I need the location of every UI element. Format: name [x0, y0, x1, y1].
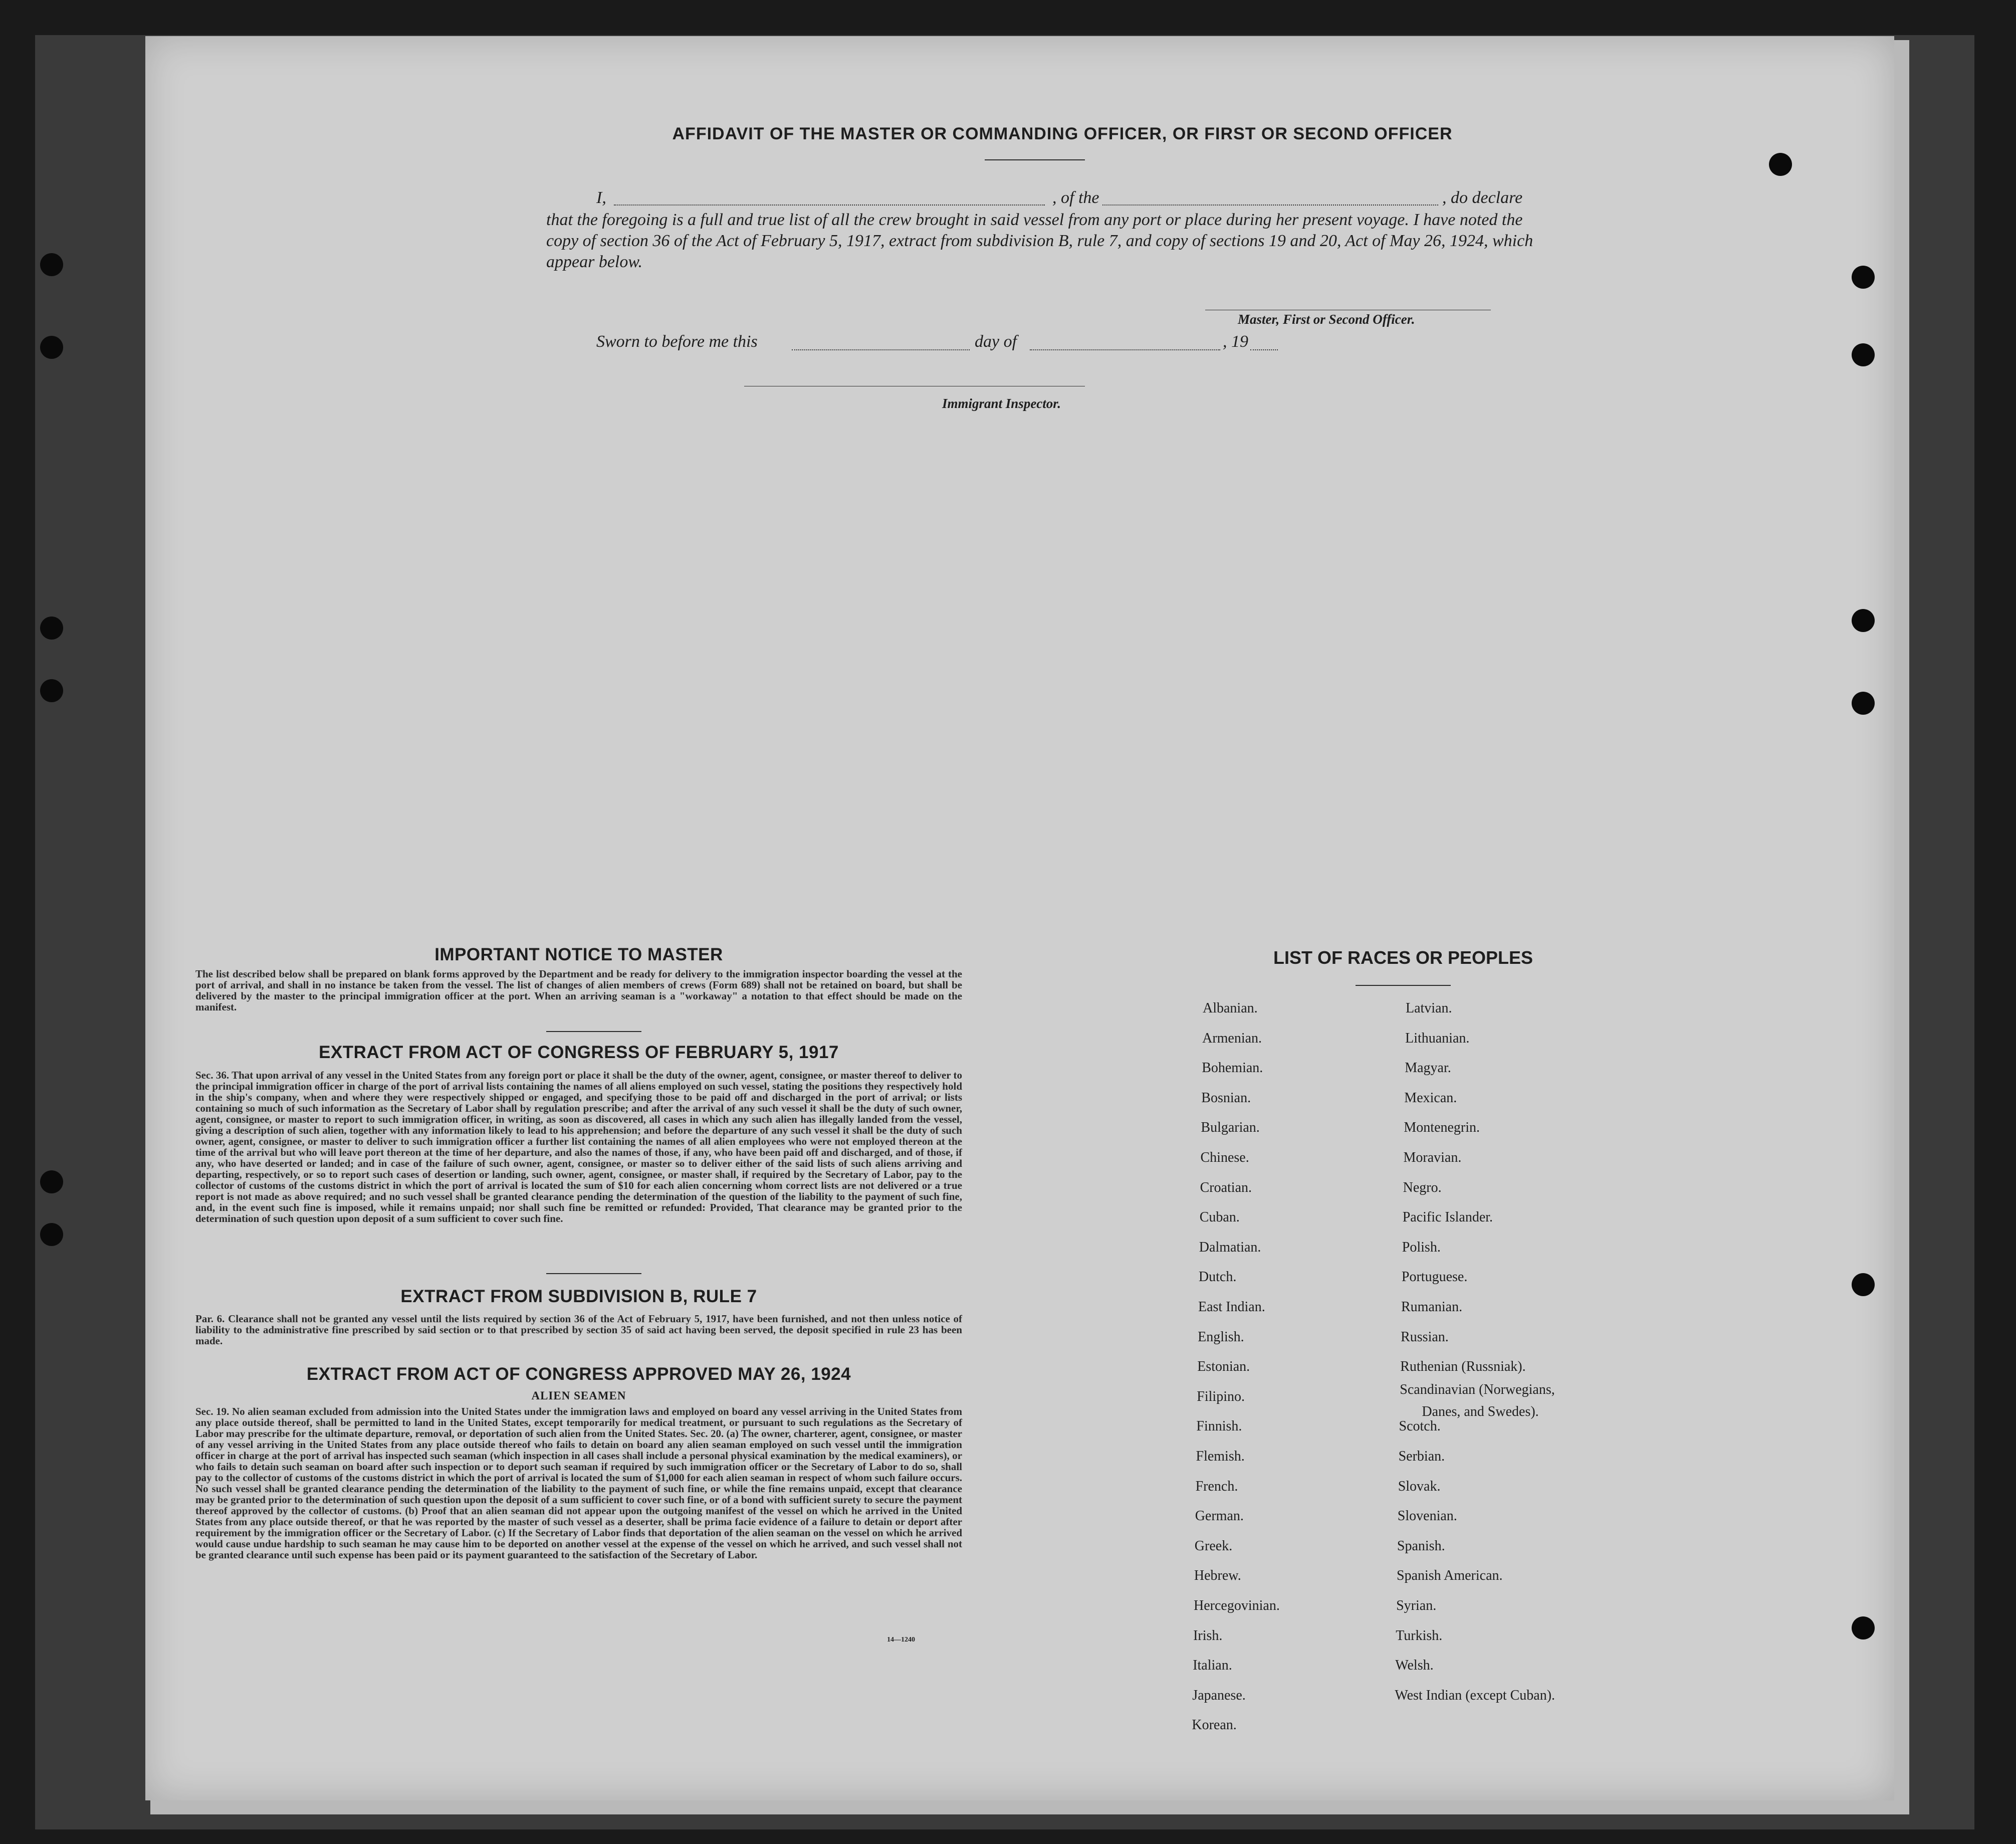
- extract-1924-body: Sec. 19. No alien seaman excluded from admission into the United States under the immigration laws and employed on board any vessel arriving in the United States from any place outside thereof, shall be permitted to land in the United States, except temporarily for medical treatment, or pursuant to such regulations as the Secretary of Labor may prescribe for the ultimate departure, removal, or deportation of such alien from the United States. Sec. 20. (a) The owner, charterer, agent, consignee, or master of any vessel arriving in the United States from any place outside thereof who fails to detain on board any alien seaman employed on such vessel until the immigration officer in charge at the port of arrival has inspected such seaman (which inspection in all cases shall include a personal physical examination by the medical examiners), or who fails to detain such seaman on board after such inspection or to deport such seaman if required by such immigration officer or the Secretary of Labor to do so, shall pay to the collector of customs of the customs district in which the port of arrival is located the sum of $1,000 for each alien seaman in respect of whom such failure occurs. No such vessel shall be granted clearance pending the determination of the liability to the payment of such fine, or while the fine remains unpaid, except that clearance may be granted prior to the determination of such question upon the deposit of a sum sufficient to cover such fine, or of a bond with sufficient surety to secure the payment thereof approved by the collector of customs. (b) Proof that an alien seaman did not appear upon the outgoing manifest of the vessel on which he arrived in the United States from any place outside thereof, or that he was reported by the master of such vessel as a deserter, shall be prima facie evidence of a failure to detain or deport after requirement by the immigration officer or the Secretary of Labor. (c) If the Secretary of Labor finds that deportation of the alien seaman on the vessel on which he arrived would cause undue hardship to such seaman he may cause him to be deported on another vessel at the expense of the vessel on which he arrived, and such vessel shall not be granted clearance until such expense has been paid or its payment guaranteed to the satisfaction of the Secretary of Labor.: [195, 1405, 962, 1561]
- master-signature-caption: Master, First or Second Officer.: [1238, 312, 1415, 327]
- race-item: Dutch.: [1198, 1269, 1237, 1285]
- notice-body: The list described below shall be prepared on blank forms approved by the Department and be ready for delivery to the immigration inspector boarding the vessel at the port of arrival, and shall in no instance be taken from the vessel. The list of changes of alien members of crews (Form 689) shall not be retained on board, but shall be delivered by the master to the principal immigration officer at the port. When an arriving seaman is a "workaway" a notation to that effect should be made on the manifest.: [195, 968, 962, 1013]
- extract-1924-subtitle: ALIEN SEAMEN: [531, 1389, 626, 1402]
- race-item: Bohemian.: [1202, 1060, 1263, 1076]
- extract-rule7-title: EXTRACT FROM SUBDIVISION B, RULE 7: [400, 1287, 757, 1306]
- race-item: Irish.: [1193, 1627, 1223, 1644]
- races-title-rule: [1356, 985, 1451, 986]
- race-item: Spanish American.: [1397, 1568, 1503, 1584]
- race-item: Pacific Islander.: [1402, 1209, 1493, 1225]
- race-item: Japanese.: [1192, 1687, 1246, 1703]
- inspector-signature-caption: Immigrant Inspector.: [942, 396, 1061, 411]
- affiant-name-label: I,: [596, 188, 606, 207]
- race-item: Negro.: [1403, 1179, 1442, 1195]
- extract-1924-title: EXTRACT FROM ACT OF CONGRESS APPROVED MAY 26, 1924: [306, 1364, 851, 1384]
- race-item: Spanish.: [1397, 1538, 1445, 1554]
- race-item: Danes, and Swedes).: [1422, 1403, 1539, 1419]
- binder-hole-right-6: [1852, 1273, 1875, 1296]
- race-item: Portuguese.: [1401, 1269, 1468, 1285]
- vessel-name-label: , of the: [1052, 188, 1099, 207]
- binder-hole-right-2: [1852, 266, 1875, 289]
- race-item: Bulgarian.: [1201, 1120, 1260, 1136]
- race-item: Greek.: [1194, 1538, 1233, 1554]
- race-item: Croatian.: [1200, 1179, 1252, 1195]
- race-item: Welsh.: [1395, 1658, 1434, 1674]
- extract-rule7-body: Par. 6. Clearance shall not be granted any vessel until the lists required by section 36 of the Act of February 5, 1917, have been furnished, and not then unless notice of liability to the administrative fine prescribed by said section or to that prescribed by section 35 of said act having been served, the deposit specified in rule 23 has been made.: [195, 1313, 962, 1347]
- race-item: Bosnian.: [1201, 1090, 1251, 1106]
- form-number: 14—1240: [887, 1636, 915, 1644]
- race-item: Ruthenian (Russniak).: [1400, 1359, 1526, 1375]
- race-item: Chinese.: [1200, 1150, 1249, 1165]
- sworn-month-field[interactable]: [1030, 349, 1220, 350]
- race-item: Estonian.: [1197, 1359, 1250, 1375]
- binder-hole-left-2: [40, 336, 63, 359]
- race-item: Turkish.: [1396, 1627, 1443, 1644]
- race-item: Finnish.: [1196, 1418, 1242, 1435]
- race-item: Scotch.: [1399, 1418, 1441, 1435]
- affidavit-title-rule: [985, 159, 1085, 160]
- sworn-label: Sworn to before me this: [596, 332, 758, 351]
- sworn-year-label: , 19: [1223, 332, 1248, 351]
- sworn-day-field[interactable]: [792, 349, 970, 350]
- binder-hole-right-4: [1852, 609, 1875, 632]
- binder-hole-right-5: [1852, 692, 1875, 715]
- race-item: Serbian.: [1398, 1449, 1445, 1464]
- race-item: Lithuanian.: [1405, 1030, 1470, 1046]
- binder-hole-right-1: [1769, 153, 1792, 176]
- race-item: Italian.: [1193, 1658, 1232, 1674]
- notice-title: IMPORTANT NOTICE TO MASTER: [434, 945, 723, 964]
- binder-hole-left-3: [40, 617, 63, 640]
- sworn-year-field[interactable]: [1250, 349, 1278, 350]
- extract-1917-divider: [546, 1273, 641, 1274]
- race-item: English.: [1198, 1329, 1244, 1345]
- race-item: Albanian.: [1203, 1000, 1258, 1016]
- race-item: Hebrew.: [1194, 1568, 1241, 1584]
- binder-hole-left-4: [40, 679, 63, 702]
- race-item: Cuban.: [1199, 1209, 1240, 1225]
- race-item: Rumanian.: [1401, 1299, 1463, 1315]
- race-item: Mexican.: [1404, 1090, 1457, 1106]
- race-item: Magyar.: [1405, 1060, 1451, 1076]
- race-item: Hercegovinian.: [1194, 1598, 1280, 1613]
- binder-hole-left-6: [40, 1223, 63, 1246]
- race-item: Filipino.: [1197, 1388, 1245, 1404]
- binder-hole-left-1: [40, 253, 63, 276]
- race-item: Armenian.: [1202, 1030, 1262, 1046]
- race-item: East Indian.: [1198, 1299, 1265, 1315]
- extract-1917-body: Sec. 36. That upon arrival of any vessel in the United States from any foreign port or place it shall be the duty of the owner, agent, consignee, or master thereof to deliver to the principal immigration officer in charge of the port of arrival lists containing the names of all aliens employed on such vessel, stating the positions they respectively hold in the ship's company, when and where they were respectively shipped or engaged, and specifying those to be paid off and discharged in the port of arrival; or lists containing so much of such information as the Secretary of Labor shall by regulation prescribe; and after the arrival of any such vessel it shall be the duty of such owner, agent, consignee, or master to report to such immigration officer, in writing, as soon as discovered, all cases in which any such alien has illegally landed from the vessel, giving a description of such alien, together with any information likely to lead to his apprehension; and before the departure of any such vessel it shall be the duty of such owner, agent, consignee, or master to deliver to such immigration officer a further list containing the names of all alien employees who were not employed thereon at the time of the arrival but who will leave port thereon at the time of her departure, and also the names of those, if any, who have been paid off and discharged, and of those, if any, who have deserted or landed; and in case of the failure of such owner, agent, consignee, or master so to deliver either of the said lists of such aliens arriving and departing, respectively, or so to report such cases of desertion or landing, such owner, agent, consignee, or master shall, if required by the Secretary of Labor, pay to the collector of customs of the customs district in which the port of arrival is located the sum of $10 for each alien concerning whom correct lists are not delivered or a true report is not made as above required; and no such vessel shall be granted clearance pending the determination of the question of the liability to the payment of such fine, and, in the event such fine is imposed, while it remains unpaid; nor shall such fine be remitted or refunded: Provided, That clearance may be granted prior to the determination of such question upon deposit of a sum sufficient to cover such fine.: [195, 1069, 962, 1224]
- race-item: Moravian.: [1403, 1150, 1462, 1165]
- binder-hole-right-7: [1852, 1616, 1875, 1640]
- race-item: Polish.: [1402, 1239, 1441, 1255]
- race-item: West Indian (except Cuban).: [1395, 1687, 1555, 1703]
- race-item: Montenegrin.: [1404, 1120, 1480, 1136]
- binder-hole-left-5: [40, 1170, 63, 1193]
- race-item: Korean.: [1192, 1717, 1237, 1733]
- vessel-name-field[interactable]: [1102, 204, 1438, 206]
- do-declare-label: , do declare: [1442, 188, 1523, 207]
- race-item: Russian.: [1401, 1329, 1449, 1345]
- extract-1917-title: EXTRACT FROM ACT OF CONGRESS OF FEBRUARY 5, 1917: [319, 1043, 839, 1062]
- affidavit-title: AFFIDAVIT OF THE MASTER OR COMMANDING OFFICER, OR FIRST OR SECOND OFFICER: [672, 124, 1453, 143]
- race-item: Scandinavian (Norwegians,: [1400, 1381, 1555, 1397]
- race-item: French.: [1195, 1478, 1238, 1494]
- race-item: Syrian.: [1396, 1598, 1437, 1613]
- affiant-name-field[interactable]: [614, 204, 1045, 206]
- race-item: Latvian.: [1406, 1000, 1452, 1016]
- binder-hole-right-3: [1852, 343, 1875, 366]
- race-item: Slovak.: [1398, 1478, 1441, 1494]
- race-item: German.: [1195, 1508, 1244, 1524]
- notice-divider: [546, 1031, 641, 1032]
- race-item: Flemish.: [1196, 1449, 1245, 1464]
- affidavit-statement: that the foregoing is a full and true list of all the crew brought in said vessel from any port or place during her present voyage. I have noted the copy of section 36 of the Act of February 5, 1917, extract from subdivision B, rule 7, and copy of sections 19 and 20, Act of May 26, 1924, which appear below.: [546, 211, 1533, 271]
- race-item: Slovenian.: [1397, 1508, 1457, 1524]
- day-of-label: day of: [975, 332, 1017, 351]
- race-item: Dalmatian.: [1199, 1239, 1261, 1255]
- races-title: LIST OF RACES OR PEOPLES: [1273, 947, 1533, 968]
